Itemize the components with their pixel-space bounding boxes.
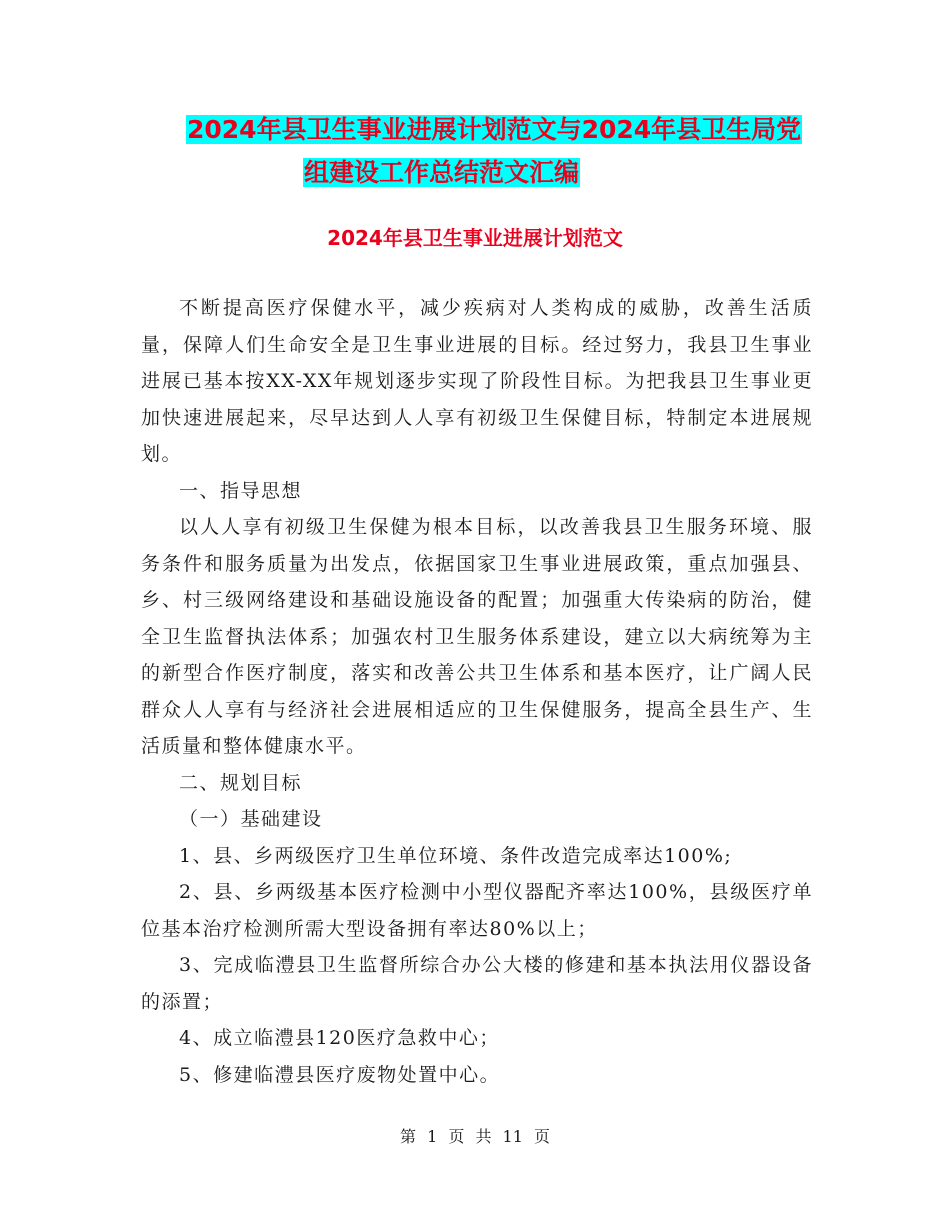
list-item-4: 4、成立临澧县120医疗急救中心； [179, 1027, 500, 1049]
section-heading: 2024年县卫生事业进展计划范文 [327, 226, 623, 250]
heading-infrastructure: （一）基础建设 [179, 808, 323, 830]
document-title-line-1 [186, 108, 802, 152]
title-line-2-text: 组建设工作总结范文汇编 [304, 158, 580, 187]
title-line-1-text: 2024年县卫生事业进展计划范文与2024年县卫生局党 [187, 115, 802, 144]
paragraph-intro: 不断提高医疗保健水平，减少疾病对人类构成的威胁，改善生活质量，保障人们生命安全是卫生事业进展的目标。经过努力，我县卫生事业进展已基本按XX-XX年规划逐步实现了阶段性目标。为把我县卫生事业更加快速进展起来，尽早达到人人享有初级卫生保健目标，特制定本进展规划。 [141, 297, 813, 465]
list-item-3: 3、完成临澧县卫生监督所综合办公大楼的修建和基本执法用仪器设备的添置； [141, 954, 813, 1013]
list-item-2: 2、县、乡两级基本医疗检测中小型仪器配齐率达100%，县级医疗单位基本治疗检测所需大型设备拥有率达80%以上； [141, 881, 813, 940]
heading-guiding-thought: 一、指导思想 [179, 479, 303, 502]
list-item-5: 5、修建临澧县医疗废物处置中心。 [179, 1063, 501, 1086]
paragraph-guiding-thought: 以人人享有初级卫生保健为根本目标，以改善我县卫生服务环境、服务条件和服务质量为出发点，依据国家卫生事业进展政策，重点加强县、乡、村三级网络建设和基础设施设备的配置；加强重大传染病的防治，健全卫生监督执法体系；加强农村卫生服务体系建设，建立以大病统筹为主的新型合作医疗制度，落实和改善公共卫生体系和基本医疗，让广阔人民群众人人享有与经济社会进展相适应的卫生保健服务，提高全县生产、生活质量和整体健康水平。 [141, 516, 813, 757]
list-item-1: 1、县、乡两级医疗卫生单位环境、条件改造完成率达100%; [179, 844, 733, 867]
document-title-line-2 [303, 151, 580, 195]
document-body [141, 290, 813, 1093]
heading-planning-goals: 二、规划目标 [179, 771, 303, 794]
page-number-footer: 第 1 页 共 11 页 [400, 1127, 550, 1146]
